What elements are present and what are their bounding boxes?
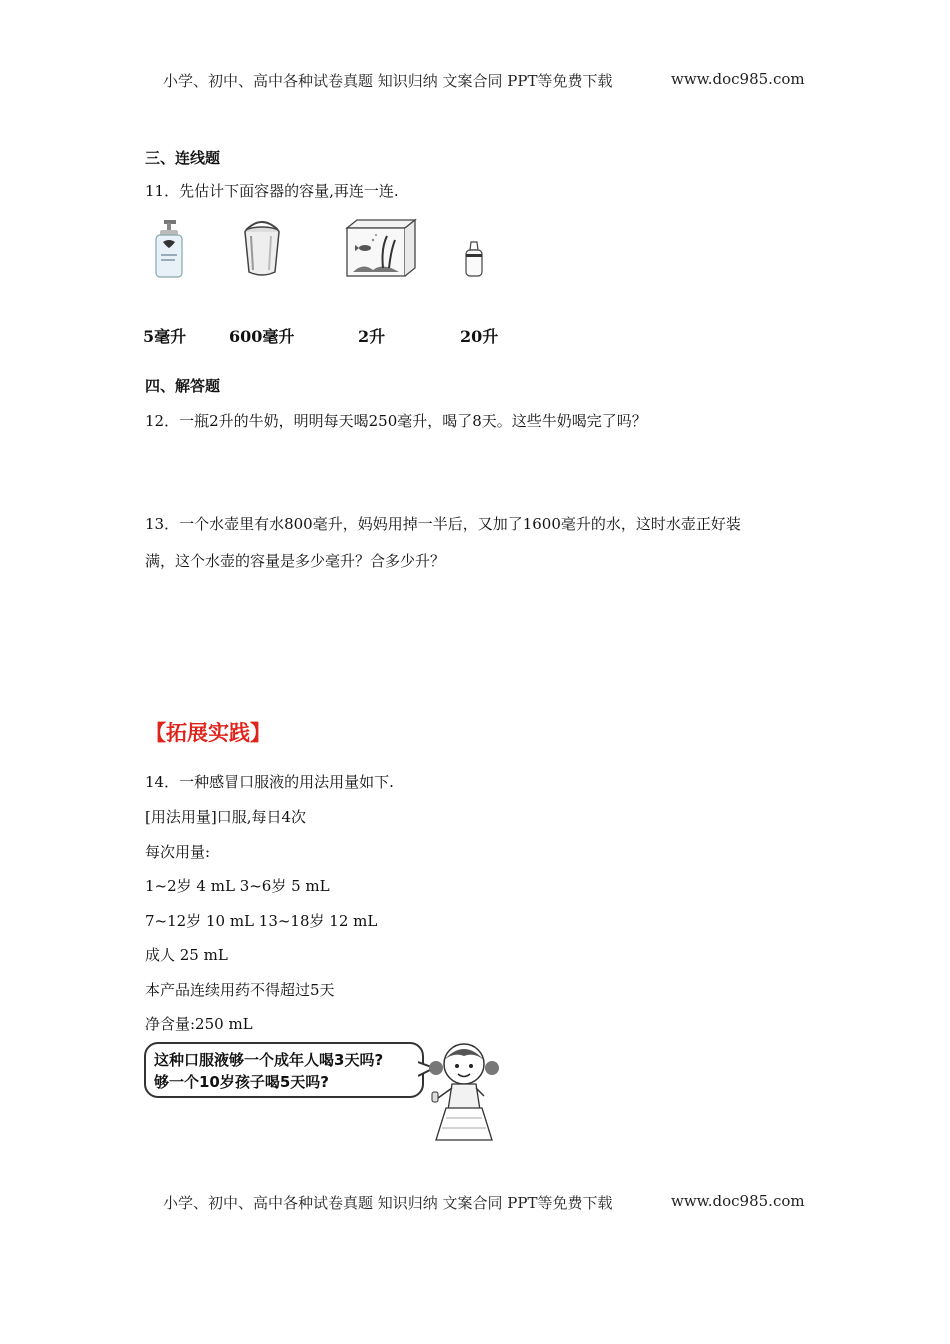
footer-url[interactable]: www.doc985.com [671, 1192, 805, 1210]
dosage-line: 净含量:250 mL [145, 1015, 253, 1033]
section-title-matching: 三、连线题 [145, 149, 221, 167]
question-13-line1: 13．一个水壶里有水800毫升，妈妈用掉一半后，又加了1600毫升的水，这时水壶正好装 [145, 515, 741, 533]
small-bottle-icon [462, 240, 486, 278]
pump-bottle-icon [150, 218, 186, 280]
section-title-answers: 四、解答题 [145, 377, 221, 395]
dosage-line: 7~12岁 10 mL 13~18岁 12 mL [145, 912, 378, 930]
option-5ml: 5毫升 [143, 327, 187, 346]
bubble-line-2: 够一个10岁孩子喝5天吗? [154, 1073, 330, 1091]
option-20l: 20升 [460, 327, 499, 346]
practice-title: 【拓展实践】 [145, 721, 271, 745]
fish-tank-icon [343, 218, 419, 280]
header-url[interactable]: www.doc985.com [671, 70, 805, 88]
option-2l: 2升 [358, 327, 386, 346]
dosage-line: [用法用量]口服,每日4次 [145, 808, 307, 826]
question-13-line2: 满，这个水壶的容量是多少毫升？合多少升？ [145, 552, 446, 570]
girl-illustration-icon [424, 1038, 504, 1146]
dosage-line: 成人 25 mL [145, 946, 228, 964]
question-14: 14．一种感冒口服液的用法用量如下. [145, 773, 394, 791]
question-11: 11．先估计下面容器的容量,再连一连. [145, 182, 399, 200]
option-600ml: 600毫升 [229, 327, 295, 346]
speech-bubble [144, 1042, 424, 1098]
dosage-line: 本产品连续用药不得超过5天 [145, 981, 335, 999]
dosage-line: 每次用量: [145, 843, 211, 861]
question-12: 12．一瓶2升的牛奶，明明每天喝250毫升，喝了8天。这些牛奶喝完了吗？ [145, 412, 647, 430]
footer-text: 小学、初中、高中各种试卷真题 知识归纳 文案合同 PPT等免费下载 [163, 1194, 613, 1212]
dosage-line: 1~2岁 4 mL 3~6岁 5 mL [145, 877, 330, 895]
bucket-icon [238, 218, 286, 278]
header-text: 小学、初中、高中各种试卷真题 知识归纳 文案合同 PPT等免费下载 [163, 72, 613, 90]
bubble-line-1: 这种口服液够一个成年人喝3天吗? [154, 1051, 384, 1069]
